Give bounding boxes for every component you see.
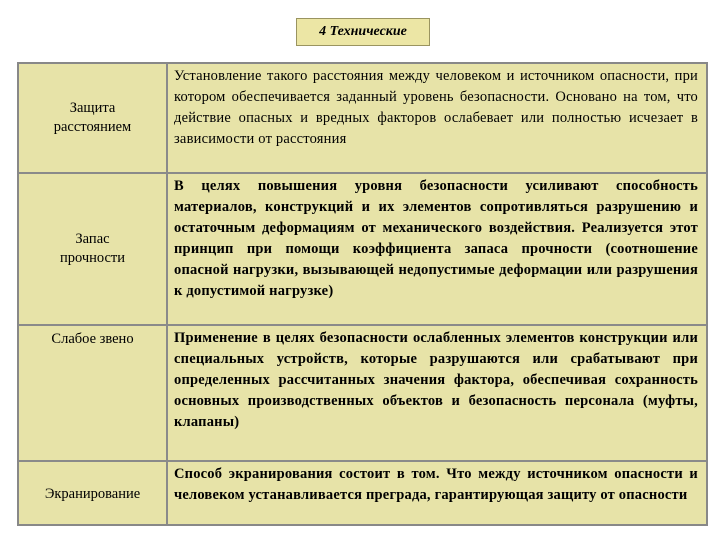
principle-description: Способ экранирования состоит в том. Что между источником опасности и человеком устанавливается преграда, гарантирующая защиту от опасности [174, 466, 698, 503]
table-row [19, 462, 706, 526]
table-row [19, 64, 706, 174]
principle-name: Слабое звено [51, 331, 134, 347]
principle-description: Установление такого расстояния между человеком и источником опасности, при котором обеспечивается заданный уровень безопасности. Основано на том, что действие опасных и вредных факторов ослабевает или полностью исчезает в зависимости от расстояния [174, 68, 698, 147]
table-row [19, 174, 706, 326]
principle-description: Применение в целях безопасности ослабленных элементов конструкции или специальных устройств, которые разрушаются или срабатывают при определенных рассчитанных значения фактора, обеспечивая сохранность основных производственных объектов и безопасность персонала (муфты, клапаны) [174, 330, 698, 430]
principles-table [17, 62, 708, 526]
principle-name: Запас прочности [59, 231, 126, 266]
principle-name: Защита расстоянием [53, 100, 132, 135]
principle-name: Экранирование [44, 485, 141, 502]
principle-description: В целях повышения уровня безопасности усиливают способность материалов, конструкций и их элементов сопротивляться разрушению и остаточным деформациям от механического воздействия. Реализуется этот принцип при помощи коэффициента запаса прочности (соотношение опасной нагрузки, вызывающей недопустимые деформации или разрушения к допустимой нагрузке) [174, 178, 698, 299]
table-row [19, 326, 706, 462]
section-title: 4 Технические [296, 18, 430, 46]
